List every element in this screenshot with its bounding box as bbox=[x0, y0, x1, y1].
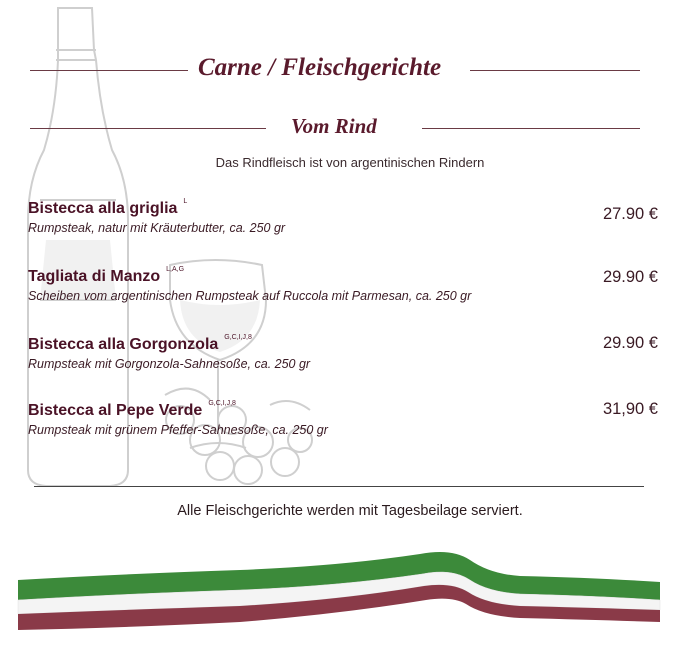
dish-description: Rumpsteak, natur mit Kräuterbutter, ca. 250 gr bbox=[28, 221, 286, 235]
section-title: Carne / Fleischgerichte bbox=[198, 54, 442, 81]
origin-note: Das Rindfleisch ist von argentinischen Rindern bbox=[215, 155, 485, 170]
allergen-codes: L,A,G bbox=[166, 266, 185, 273]
allergen-codes: G,C,I,J,8 bbox=[224, 334, 252, 341]
title-rule-right bbox=[470, 70, 640, 71]
dish-price: 29.90 € bbox=[602, 334, 658, 352]
menu-item bbox=[28, 402, 328, 437]
dish-name: Tagliata di Manzo $^{L,A,G}$ bbox=[28, 266, 185, 285]
dish-description: Scheiben vom argentinischen Rumpsteak auf Ruccola mit Parmesan, ca. 250 gr bbox=[28, 289, 472, 303]
dish-description: Rumpsteak mit Gorgonzola-Sahnesoße, ca. 250 gr bbox=[28, 357, 311, 371]
dish-price: 29.90 € bbox=[602, 268, 658, 286]
italian-flag-ribbon-icon bbox=[0, 530, 700, 650]
menu-item bbox=[28, 268, 471, 303]
menu-item bbox=[28, 200, 285, 235]
dish-name: Bistecca alla Gorgonzola $^{G,C,I,J,8}$ bbox=[28, 334, 252, 353]
dish-price: 27.90 € bbox=[602, 205, 658, 223]
allergen-codes: L bbox=[183, 198, 188, 205]
footer-note: Alle Fleischgerichte werden mit Tagesbeilage serviert. bbox=[177, 503, 523, 519]
menu-item bbox=[28, 336, 310, 371]
dish-description: Rumpsteak mit grünem Pfeffer-Sahnesoße, ca. 250 gr bbox=[28, 423, 328, 437]
footer-divider bbox=[34, 486, 644, 487]
dish-name: Bistecca alla griglia $^L$ bbox=[28, 198, 188, 217]
subtitle-rule-left bbox=[30, 128, 266, 129]
subtitle-rule-right bbox=[422, 128, 640, 129]
allergen-codes: G,C,I,J,8 bbox=[208, 400, 236, 407]
subsection-title: Vom Rind bbox=[291, 114, 377, 138]
dish-price: 31,90 € bbox=[602, 400, 658, 418]
title-rule-left bbox=[30, 70, 188, 71]
dish-name: Bistecca al Pepe Verde $^{G,C,I,J,8}$ bbox=[28, 400, 236, 419]
